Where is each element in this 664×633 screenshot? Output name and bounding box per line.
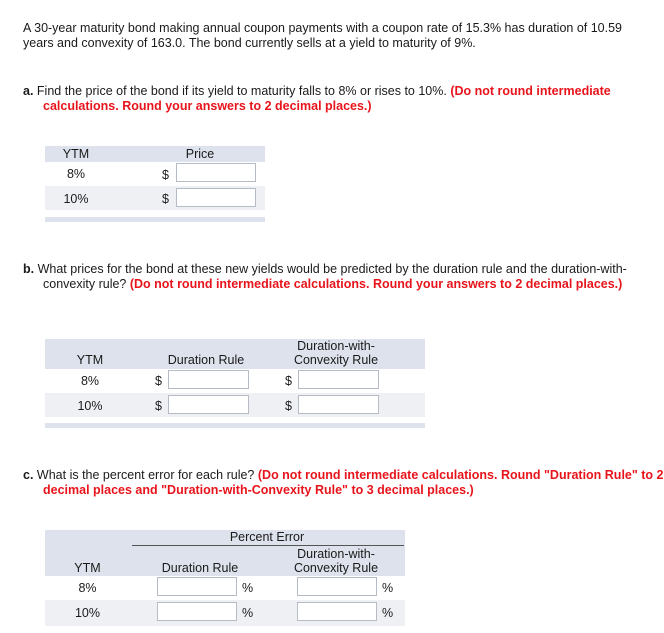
question-a-text: Find the price of the bond if its yield to maturity falls to 8% or rises to 10%. — [36, 84, 447, 98]
price-table-footer — [45, 217, 265, 222]
row-8-unit-duration: % — [242, 581, 254, 595]
question-b-instruction: (Do not round intermediate calculations. Round your answers to 2 decimal places.) — [129, 277, 623, 291]
header-price: Price — [185, 147, 215, 161]
question-c-letter: c. — [23, 468, 34, 482]
row-10-ytm: 10% — [77, 399, 103, 413]
header-convexity-line1: Duration-with- — [297, 547, 375, 561]
header-percent-error: Percent Error — [229, 530, 305, 544]
header-group-rule — [132, 545, 404, 546]
row-8-currency: $ — [162, 168, 169, 182]
price-10-input[interactable] — [176, 188, 256, 207]
row-10-ytm: 10% — [63, 192, 89, 206]
row-10-currency: $ — [162, 192, 169, 206]
row-10-ytm: 10% — [74, 606, 101, 620]
question-a-instruction: (Do not round intermediate calculations. Round your answers to 2 decimal places.) — [43, 84, 611, 113]
question-c — [23, 468, 664, 498]
question-a — [23, 84, 664, 114]
row-8-ytm: 8% — [78, 581, 97, 595]
row-8-ytm: 8% — [66, 167, 86, 181]
duration-8-input[interactable] — [168, 370, 249, 389]
row-10-currency-duration: $ — [155, 399, 162, 413]
row-10-unit-convexity: % — [382, 606, 394, 620]
row-8-ytm: 8% — [80, 374, 100, 388]
question-b-letter: b. — [23, 262, 35, 276]
header-convexity-line2: Convexity Rule — [293, 353, 379, 367]
question-a-letter: a. — [23, 84, 34, 98]
row-8-unit-convexity: % — [382, 581, 394, 595]
error-convexity-10-input[interactable] — [297, 602, 377, 621]
convexity-8-input[interactable] — [298, 370, 379, 389]
header-duration-rule: Duration Rule — [167, 353, 245, 367]
error-convexity-8-input[interactable] — [297, 577, 377, 596]
row-10-currency-convexity: $ — [285, 399, 292, 413]
question-c-text: What is the percent error for each rule? — [36, 468, 255, 482]
error-duration-8-input[interactable] — [157, 577, 237, 596]
row-8-currency-duration: $ — [155, 374, 162, 388]
header-ytm: YTM — [76, 353, 104, 367]
header-convexity-line2: Convexity Rule — [293, 561, 379, 575]
duration-10-input[interactable] — [168, 395, 249, 414]
convexity-10-input[interactable] — [298, 395, 379, 414]
row-10-unit-duration: % — [242, 606, 254, 620]
question-b — [23, 262, 664, 292]
prediction-table-footer — [45, 423, 425, 428]
header-ytm: YTM — [62, 147, 90, 161]
header-duration-rule: Duration Rule — [161, 561, 239, 575]
problem-intro: A 30-year maturity bond making annual coupon payments with a coupon rate of 15.3% has duration of 10.59 years and convexity of 163.0. The bond currently sells at a yield to maturity of 9%. — [23, 21, 622, 50]
price-8-input[interactable] — [176, 163, 256, 182]
row-8-currency-convexity: $ — [285, 374, 292, 388]
question-b-text: What prices for the bond at these new yields would be predicted by the duration rule and the duration-with-convexity rule? — [37, 262, 627, 291]
header-ytm: YTM — [74, 561, 101, 575]
error-duration-10-input[interactable] — [157, 602, 237, 621]
header-convexity-line1: Duration-with- — [297, 339, 375, 353]
question-c-instruction: (Do not round intermediate calculations. Round "Duration Rule" to 2 decimal places and "Duration-with-Convexity Rule" to 3 decimal places.) — [43, 468, 664, 497]
